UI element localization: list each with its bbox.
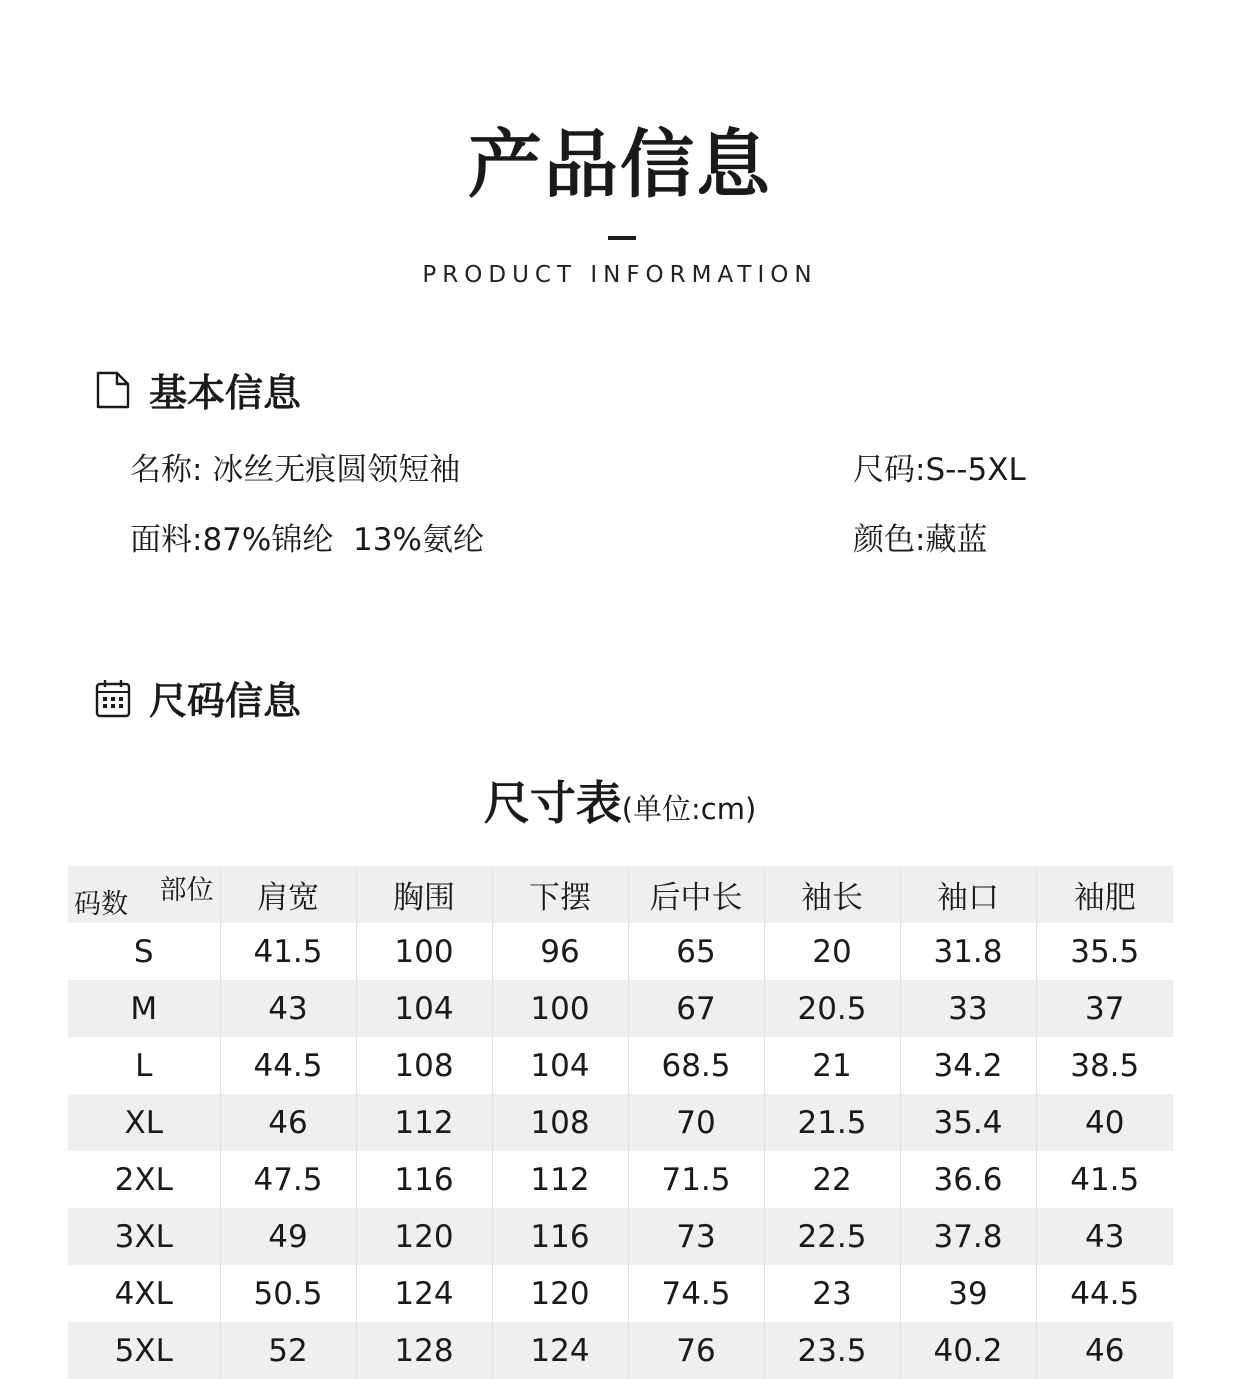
- measurement-cell: 49: [220, 1208, 356, 1265]
- measurement-cell: 50.5: [220, 1265, 356, 1322]
- measurement-cell: 44.5: [1070, 1275, 1140, 1312]
- measurement-cell: 40.2: [900, 1322, 1036, 1379]
- measurement-cell: 46: [1085, 1332, 1125, 1369]
- measurement-cell: 120: [492, 1265, 628, 1322]
- basic-info-heading: [95, 362, 301, 417]
- measurement-cell: 23.5: [764, 1322, 900, 1379]
- table-header-row: [68, 866, 1173, 923]
- measurement-cell: 74.5: [628, 1265, 764, 1322]
- table-row: [68, 1094, 1173, 1151]
- measurement-cell: 96: [492, 923, 628, 980]
- measurement-cell: 44.5: [220, 1037, 356, 1094]
- size-info-heading: [95, 670, 301, 725]
- corner-label-size: 码数: [74, 889, 128, 920]
- measurement-cell: 36.6: [900, 1151, 1036, 1208]
- measurement-cell: 116: [492, 1208, 628, 1265]
- size-cell: L: [68, 1037, 220, 1094]
- document-icon: [95, 370, 131, 410]
- measurement-cell: 41.5: [220, 923, 356, 980]
- size-cell: 3XL: [68, 1208, 220, 1265]
- measurement-cell: 43: [220, 980, 356, 1037]
- measurement-cell: 31.8: [900, 923, 1036, 980]
- measurement-cell: 37.8: [900, 1208, 1036, 1265]
- table-corner-cell: [68, 866, 220, 923]
- column-header: 胸围: [356, 866, 492, 923]
- basic-info-title: 基本信息: [149, 371, 302, 415]
- size-chart-unit: (单位:cm): [621, 792, 757, 826]
- product-name: 名称: 冰丝无痕圆领短袖: [130, 452, 461, 488]
- measurement-cell: 108: [492, 1094, 628, 1151]
- measurement-cell: 47.5: [220, 1151, 356, 1208]
- size-info-title: 尺码信息: [149, 679, 302, 723]
- measurement-cell: 104: [356, 980, 492, 1037]
- measurement-cell: 70: [628, 1094, 764, 1151]
- measurement-cell: 67: [628, 980, 764, 1037]
- measurement-cell: 46: [220, 1094, 356, 1151]
- column-header: 肩宽: [220, 866, 356, 923]
- size-table: [68, 866, 1173, 1379]
- page-subtitle: PRODUCT INFORMATION: [422, 262, 818, 288]
- size-cell: M: [68, 980, 220, 1037]
- measurement-cell: 71.5: [628, 1151, 764, 1208]
- product-fabric: 面料:87%锦纶 13%氨纶: [130, 522, 484, 558]
- measurement-cell: 65: [628, 923, 764, 980]
- calendar-icon: [95, 678, 131, 718]
- measurement-cell: 73: [628, 1208, 764, 1265]
- table-row: [68, 1208, 1173, 1265]
- size-cell: 2XL: [68, 1151, 220, 1208]
- measurement-cell: 35.5: [1070, 933, 1140, 970]
- measurement-cell: 22.5: [764, 1208, 900, 1265]
- column-header: 下摆: [492, 866, 628, 923]
- measurement-cell: 39: [900, 1265, 1036, 1322]
- measurement-cell: 76: [628, 1322, 764, 1379]
- measurement-cell: 116: [356, 1151, 492, 1208]
- measurement-cell: 23: [764, 1265, 900, 1322]
- measurement-cell: 20.5: [764, 980, 900, 1037]
- table-row: [68, 1151, 1173, 1208]
- product-size-range: 尺码:S--5XL: [853, 452, 1026, 488]
- column-header: 袖长: [764, 866, 900, 923]
- column-header: 袖肥: [1073, 880, 1136, 916]
- size-cell: 5XL: [68, 1322, 220, 1379]
- measurement-cell: 41.5: [1070, 1161, 1140, 1198]
- title-divider: [608, 236, 636, 240]
- measurement-cell: 21: [764, 1037, 900, 1094]
- measurement-cell: 34.2: [900, 1037, 1036, 1094]
- measurement-cell: 68.5: [628, 1037, 764, 1094]
- table-row: [68, 1265, 1173, 1322]
- measurement-cell: 20: [764, 923, 900, 980]
- measurement-cell: 38.5: [1070, 1047, 1140, 1084]
- measurement-cell: 33: [900, 980, 1036, 1037]
- measurement-cell: 100: [356, 923, 492, 980]
- measurement-cell: 21.5: [764, 1094, 900, 1151]
- measurement-cell: 128: [356, 1322, 492, 1379]
- measurement-cell: 112: [356, 1094, 492, 1151]
- size-cell: S: [68, 923, 220, 980]
- measurement-cell: 22: [764, 1151, 900, 1208]
- table-row: [68, 980, 1173, 1037]
- measurement-cell: 43: [1085, 1218, 1125, 1255]
- measurement-cell: 37: [1085, 990, 1125, 1027]
- size-cell: XL: [68, 1094, 220, 1151]
- measurement-cell: 104: [492, 1037, 628, 1094]
- measurement-cell: 52: [220, 1322, 356, 1379]
- column-header: 袖口: [900, 866, 1036, 923]
- product-color: 颜色:藏蓝: [853, 522, 988, 558]
- measurement-cell: 35.4: [900, 1094, 1036, 1151]
- measurement-cell: 112: [492, 1151, 628, 1208]
- measurement-cell: 124: [356, 1265, 492, 1322]
- size-cell: 4XL: [68, 1265, 220, 1322]
- page-title: 产品信息: [468, 122, 772, 208]
- corner-label-part: 部位: [159, 875, 214, 906]
- measurement-cell: 100: [492, 980, 628, 1037]
- measurement-cell: 108: [356, 1037, 492, 1094]
- measurement-cell: 124: [492, 1322, 628, 1379]
- table-row: [68, 1037, 1173, 1094]
- table-row: [68, 1322, 1173, 1379]
- size-chart-title: [0, 776, 1240, 830]
- size-chart-title-main: 尺寸表: [483, 776, 622, 830]
- measurement-cell: 40: [1085, 1104, 1125, 1141]
- column-header: 后中长: [628, 866, 764, 923]
- table-row: [68, 923, 1173, 980]
- measurement-cell: 120: [356, 1208, 492, 1265]
